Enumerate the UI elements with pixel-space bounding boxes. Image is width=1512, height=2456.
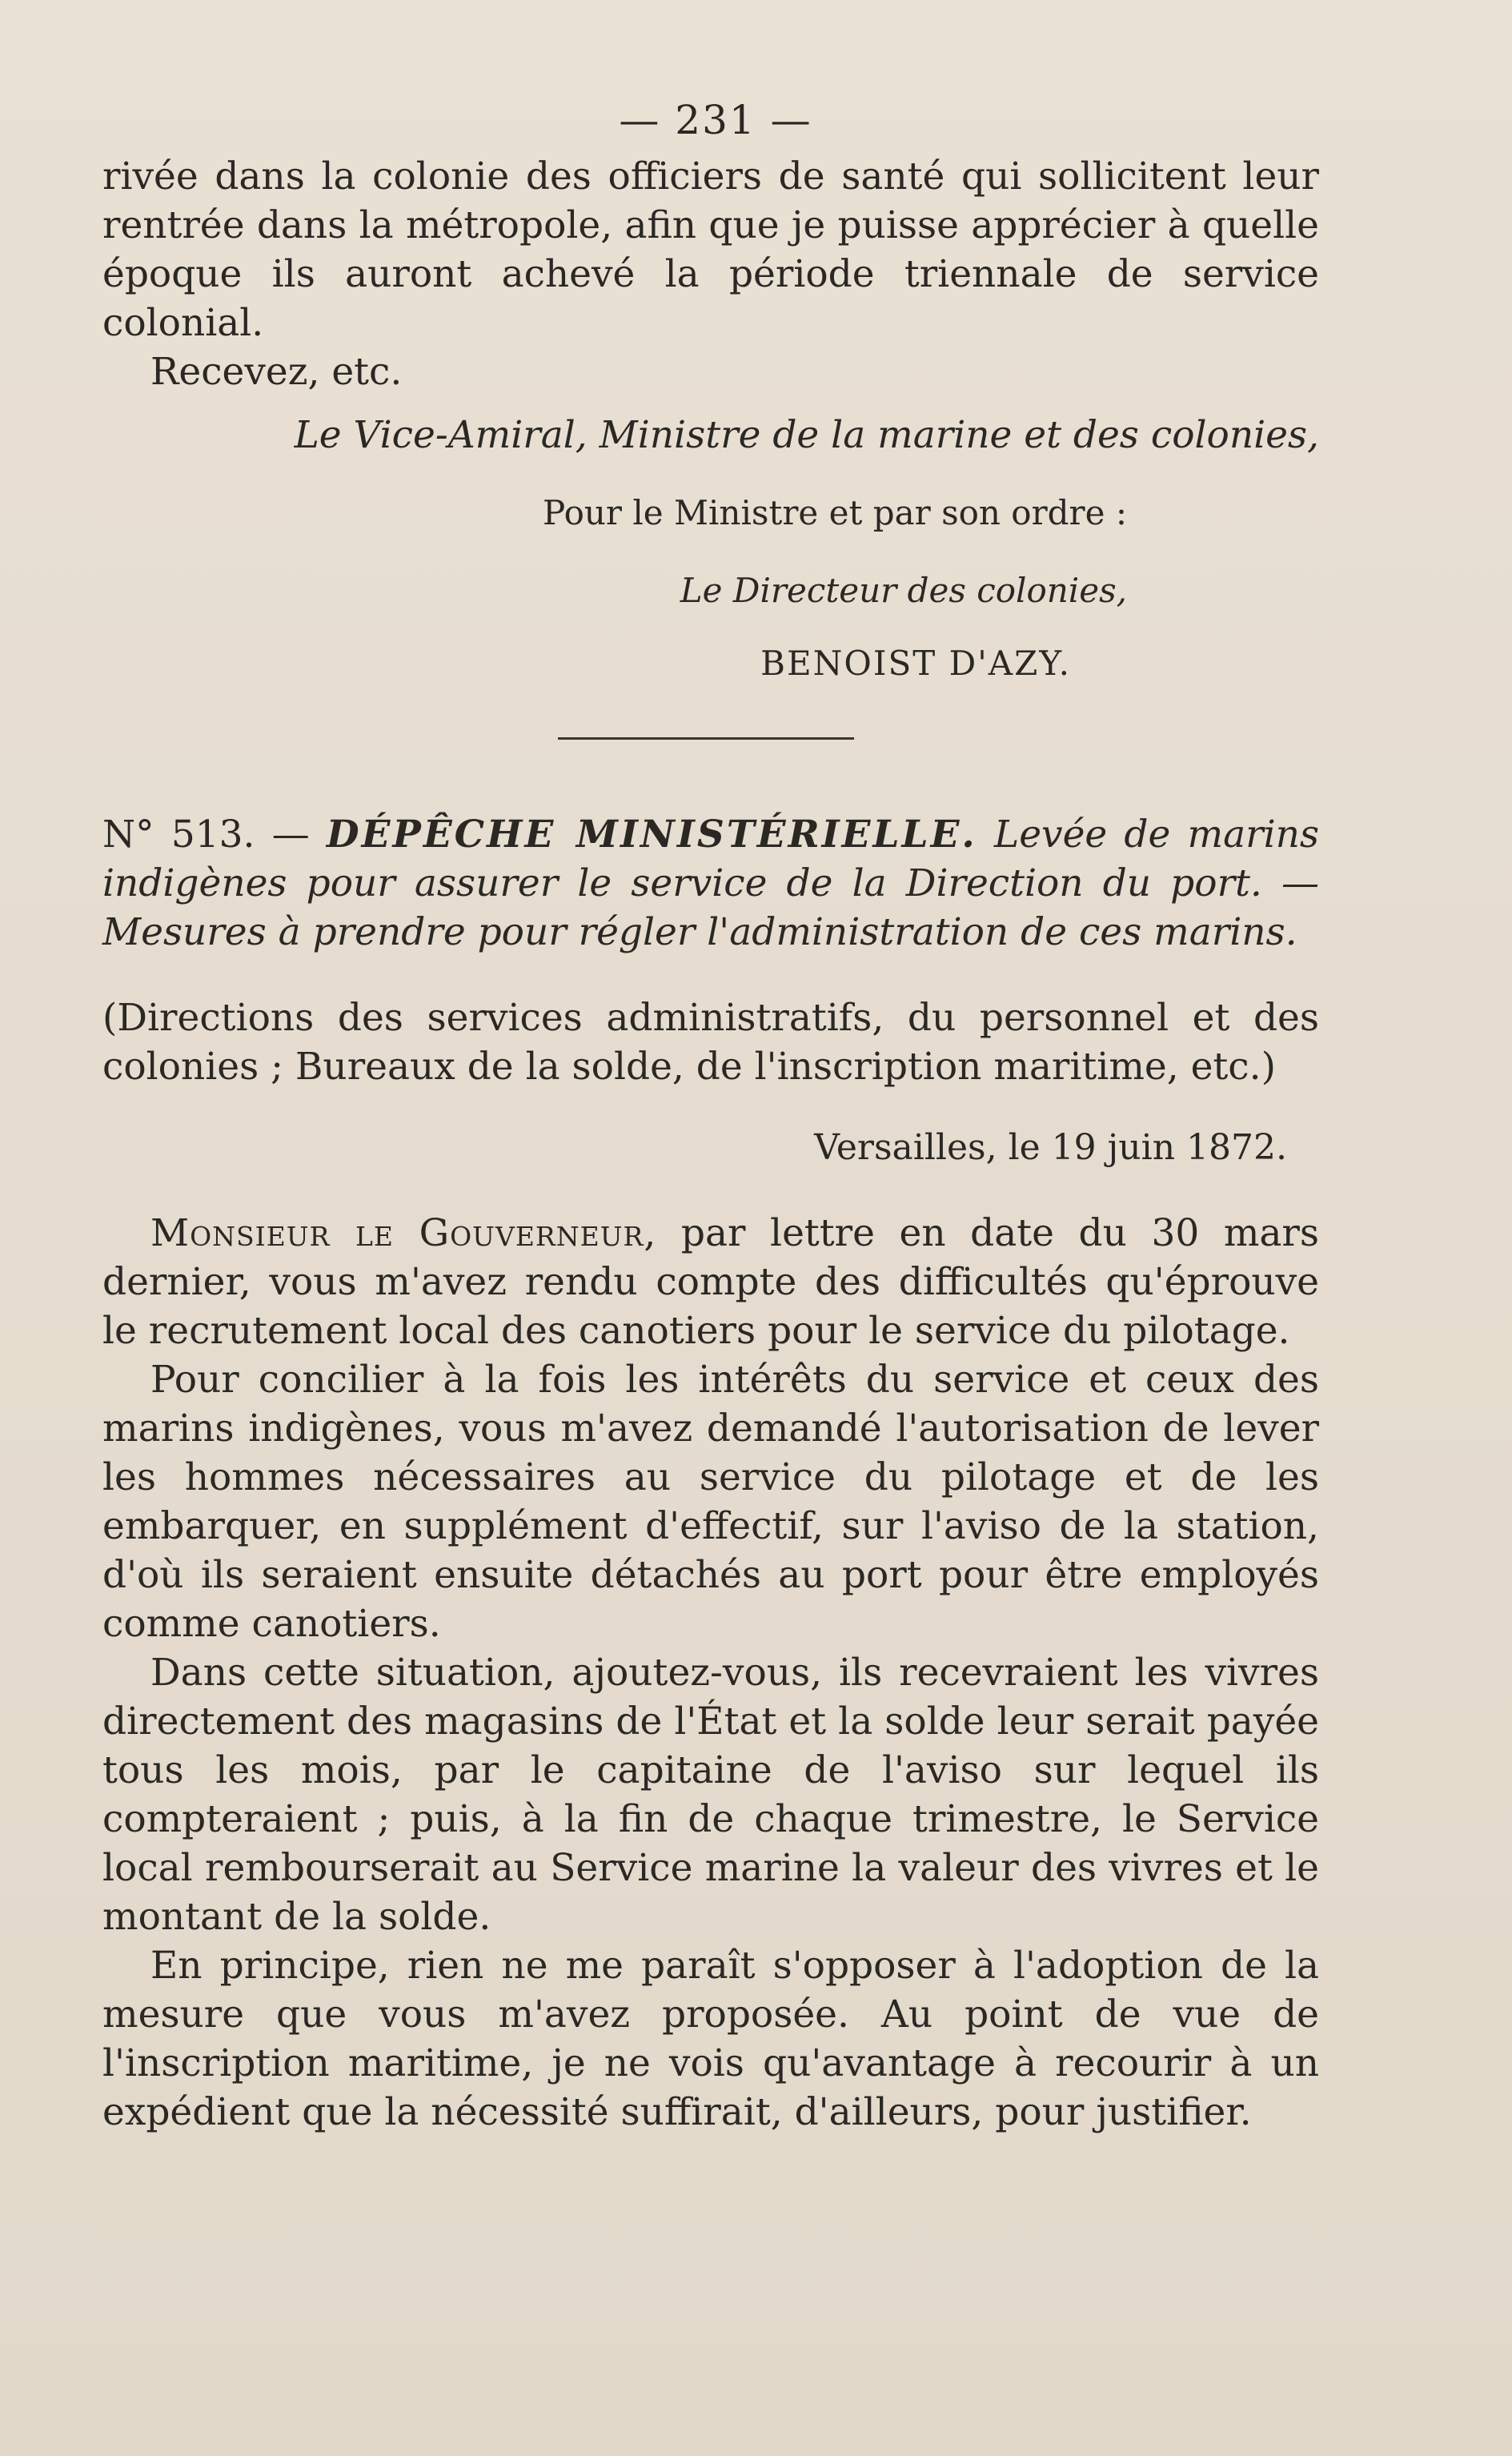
dispatch-number: N° 513. — (102, 813, 327, 857)
body-paragraph-1-text: par lettre en date du 30 mars dernier, vous m'avez rendu compte des difficultés qu'éprouve le recrutement local des canotiers pour le service du pilotage. (102, 1211, 1319, 1353)
salutation: Monsieur le Gouverneur, (150, 1211, 657, 1255)
body-paragraph-1 (102, 1209, 1319, 1355)
dispatch-title: DÉPÊCHE MINISTÉRIELLE. (326, 813, 977, 857)
closing-formula: Recevez, etc. (150, 350, 403, 394)
dispatch-dateline: Versailles, le 19 juin 1872. (814, 1127, 1287, 1168)
page-content (102, 88, 1319, 2137)
continuation-paragraph: rivée dans la colonie des officiers de santé qui sollicitent leur rentrée dans la métropole, afin que je puisse apprécier à quelle époque ils auront achevé la période triennale de service colonial. (102, 155, 1319, 345)
dispatch-directions: (Directions des services administratifs, du personnel et des colonies ; Bureaux de la solde, de l'inscription maritime, etc.) (102, 996, 1319, 1089)
page-number: — 231 — (619, 97, 812, 143)
body-paragraph-3: Dans cette situation, ajoutez-vous, ils recevraient les vivres directement des magasins de l'État et la solde leur serait payée tous les mois, par le capitaine de l'aviso sur lequel ils compteraient ; puis, à la fin de chaque trimestre, le Service local rembourserait au Service marine la valeur des vivres et le montant de la solde. (102, 1651, 1319, 1939)
section-divider (558, 737, 854, 740)
signature-pour: Pour le Ministre et par son ordre : (543, 493, 1127, 532)
body-paragraph-2: Pour concilier à la fois les intérêts du service et ceux des marins indigènes, vous m'avez demandé l'autorisation de lever les hommes nécessaires au service du pilotage et de les embarquer, en supplément d'effectif, sur l'aviso de la station, d'où ils seraient ensuite détachés au port pour être employés comme canotiers. (102, 1358, 1319, 1646)
dispatch-heading (102, 810, 1319, 957)
signature-title: Le Vice-Amiral, Ministre de la marine et des colonies, (294, 413, 1319, 457)
signature-name: BENOIST D'AZY. (760, 644, 1071, 683)
signature-director: Le Directeur des colonies, (680, 571, 1127, 610)
dispatch-subject: Levée de marins indigènes pour assurer le service de la Direction du port. — Mesures à prendre pour régler l'administration de ces marins. (102, 813, 1320, 954)
body-paragraph-4: En principe, rien ne me paraît s'opposer à l'adoption de la mesure que vous m'avez proposée. Au point de vue de l'inscription maritime, je ne vois qu'avantage à recourir à un expédient que la nécessité suffirait, d'ailleurs, pour justifier. (102, 1944, 1319, 2134)
